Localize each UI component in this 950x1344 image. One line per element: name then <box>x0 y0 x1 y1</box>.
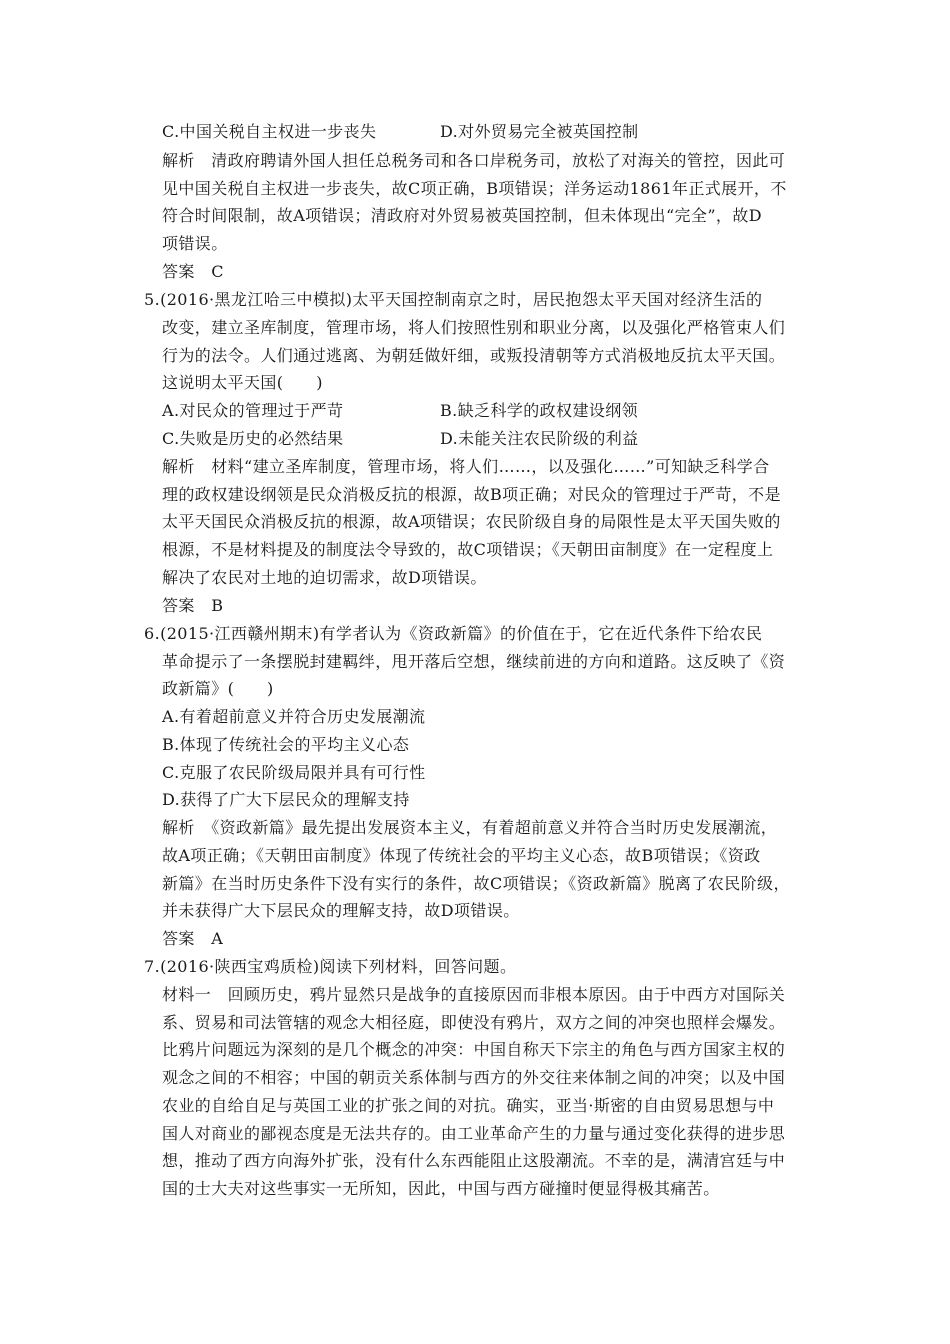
q6-analysis-line: 故A项正确；《天朝田亩制度》体现了传统社会的平均主义心态，故B项错误；《资政 <box>162 846 761 865</box>
q6-option-a: A.有着超前意义并符合历史发展潮流 <box>162 707 426 726</box>
q7-material-line: 国的士大夫对这些事实一无所知，因此，中国与西方碰撞时便显得极其痛苦。 <box>162 1179 720 1198</box>
q5-analysis-line: 解析 材料“建立圣库制度，管理市场，将人们……，以及强化……”可知缺乏科学合 <box>162 457 770 476</box>
q5-stem-line: 5.(2016·黑龙江哈三中模拟)太平天国控制南京之时，居民抱怨太平天国对经济生活的 <box>144 290 763 309</box>
q6-stem-line: 革命提示了一条摆脱封建羁绊，甩开落后空想，继续前进的方向和道路。这反映了《资 <box>162 652 786 671</box>
q6-stem-line: 政新篇》( ) <box>162 679 274 698</box>
q6-option-d: D.获得了广大下层民众的理解支持 <box>162 790 410 809</box>
q7-material-line: 材料一 回顾历史，鸦片显然只是战争的直接原因而非根本原因。由于中西方对国际关 <box>162 985 786 1004</box>
q6-analysis-line: 新篇》在当时历史条件下没有实行的条件，故C项错误；《资政新篇》脱离了农民阶级， <box>162 874 790 893</box>
q7-material-line: 国人对商业的鄙视态度是无法共存的。由工业革命产生的力量与通过变化获得的进步思 <box>162 1124 786 1143</box>
q4-answer: 答案 C <box>162 262 224 281</box>
q7-material-line: 农业的自给自足与英国工业的扩张之间的对抗。确实，亚当·斯密的自由贸易思想与中 <box>162 1096 775 1115</box>
q5-analysis-line: 太平天国民众消极反抗的根源，故A项错误；农民阶级自身的局限性是太平天国失败的 <box>162 512 781 531</box>
q5-option-d: D.未能关注农民阶级的利益 <box>440 429 639 448</box>
q5-option-b: B.缺乏科学的政权建设纲领 <box>440 401 639 420</box>
q5-stem-line: 这说明太平天国( ) <box>162 373 323 392</box>
q5-analysis-line: 解决了农民对土地的迫切需求，故D项错误。 <box>162 568 487 587</box>
q5-option-c: C.失败是历史的必然结果 <box>162 429 344 448</box>
q7-material-line: 比鸦片问题远为深刻的是几个概念的冲突：中国自称天下宗主的角色与西方国家主权的 <box>162 1040 786 1059</box>
q6-answer: 答案 A <box>162 929 224 948</box>
q6-analysis-line: 并未获得广大下层民众的理解支持，故D项错误。 <box>162 901 520 920</box>
q4-analysis-line: 项错误。 <box>162 234 228 253</box>
q5-stem-line: 行为的法令。人们通过逃离、为朝廷做奸细，或叛投清朝等方式消极地反抗太平天国。 <box>162 346 786 365</box>
q4-option-d: D.对外贸易完全被英国控制 <box>440 122 639 141</box>
q5-analysis-line: 理的政权建设纲领是民众消极反抗的根源，故B项正确；对民众的管理过于严苛，不是 <box>162 485 781 504</box>
q7-stem: 7.(2016·陕西宝鸡质检)阅读下列材料，回答问题。 <box>144 957 517 976</box>
q5-answer: 答案 B <box>162 596 224 615</box>
q5-analysis-line: 根源，不是材料提及的制度法令导致的，故C项错误；《天朝田亩制度》在一定程度上 <box>162 540 774 559</box>
q7-material-line: 想，推动了西方向海外扩张，没有什么东西能阻止这股潮流。不幸的是，满清宫廷与中 <box>162 1151 786 1170</box>
q4-analysis-line: 解析 清政府聘请外国人担任总税务司和各口岸税务司，放松了对海关的管控，因此可 <box>162 151 786 170</box>
q6-analysis-line: 解析 《资政新篇》最先提出发展资本主义，有着超前意义并符合当时历史发展潮流， <box>162 818 778 837</box>
q5-stem-line: 改变，建立圣库制度，管理市场，将人们按照性别和职业分离，以及强化严格管束人们 <box>162 318 786 337</box>
q5-option-a: A.对民众的管理过于严苛 <box>162 401 344 420</box>
q4-option-c: C.中国关税自主权进一步丧失 <box>162 122 377 141</box>
q4-analysis-line: 符合时间限制，故A项错误；清政府对外贸易被英国控制，但未体现出“完全”，故D <box>162 206 762 225</box>
q7-material-line: 系、贸易和司法管辖的观念大相径庭，即使没有鸦片，双方之间的冲突也照样会爆发。 <box>162 1013 786 1032</box>
q6-stem-line: 6.(2015·江西赣州期末)有学者认为《资政新篇》的价值在于，它在近代条件下给农民 <box>144 624 763 643</box>
q6-option-c: C.克服了农民阶级局限并具有可行性 <box>162 763 426 782</box>
q6-option-b: B.体现了传统社会的平均主义心态 <box>162 735 410 754</box>
q4-analysis-line: 见中国关税自主权进一步丧失，故C项正确，B项错误；洋务运动1861年正式展开，不 <box>162 179 787 198</box>
q7-material-line: 观念之间的不相容；中国的朝贡关系体制与西方的外交往来体制之间的冲突；以及中国 <box>162 1068 786 1087</box>
